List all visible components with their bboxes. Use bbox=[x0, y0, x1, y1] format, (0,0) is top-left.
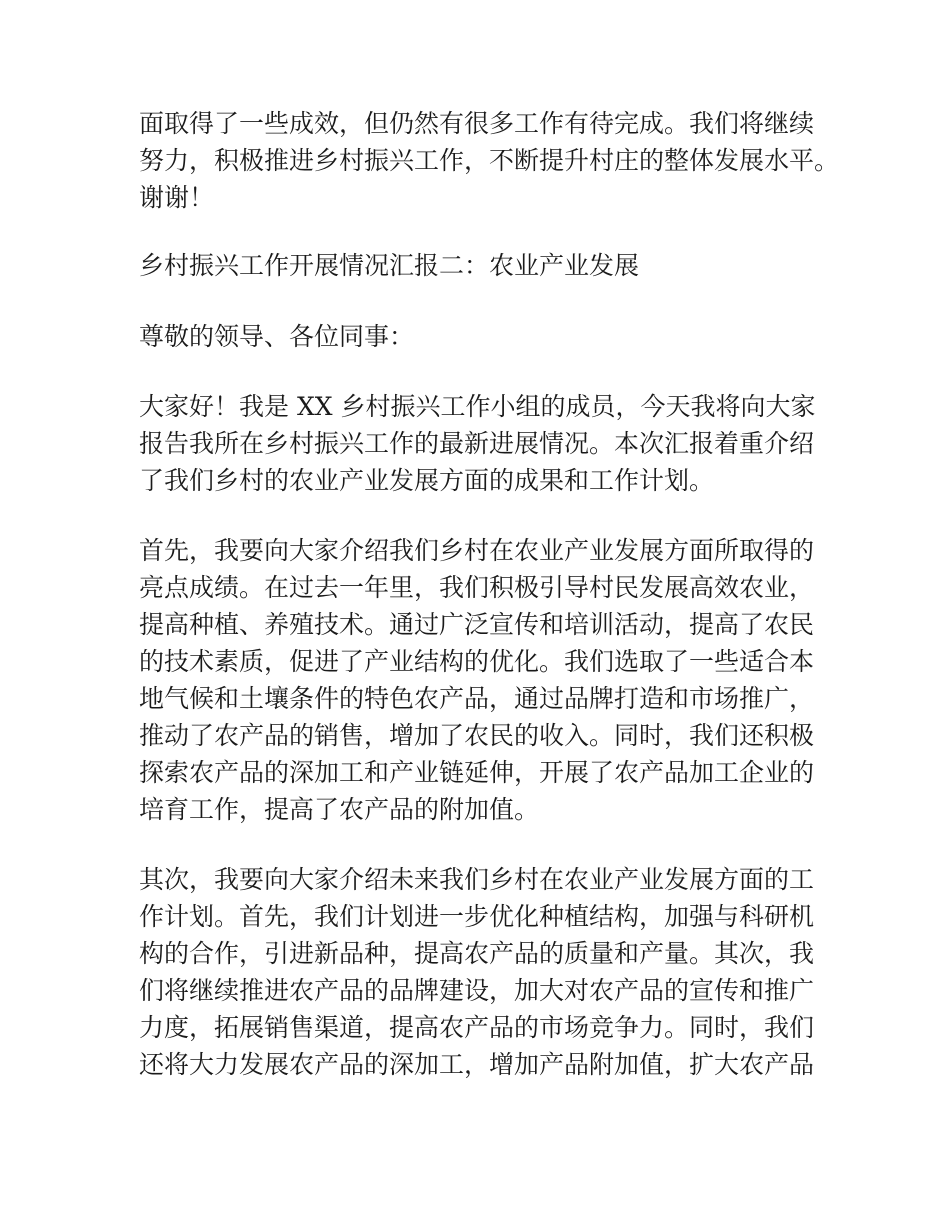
text-line: 的技术素质，促进了产业结构的优化。我们选取了一些适合本 bbox=[139, 647, 815, 676]
text-line: 亮点成绩。在过去一年里，我们积极引导村民发展高效农业， bbox=[139, 573, 815, 602]
text-line: 还将大力发展农产品的深加工，增加产品附加值，扩大农产品 bbox=[139, 1050, 815, 1079]
section-heading: 乡村振兴工作开展情况汇报二：农业产业发展 bbox=[139, 251, 640, 280]
text-line: 面取得了一些成效，但仍然有很多工作有待完成。我们将继续 bbox=[139, 109, 815, 138]
text-line: 努力，积极推进乡村振兴工作，不断提升村庄的整体发展水平。 bbox=[139, 146, 840, 175]
text-line: 谢谢！ bbox=[139, 183, 215, 212]
text-line: 地气候和土壤条件的特色农产品，通过品牌打造和市场推广， bbox=[139, 684, 815, 713]
text-line: 首先，我要向大家介绍我们乡村在农业产业发展方面所取得的 bbox=[139, 536, 815, 565]
text-line: 探索农产品的深加工和产业链延伸，开展了农产品加工企业的 bbox=[139, 758, 815, 787]
text-line: 构的合作，引进新品种，提高农产品的质量和产量。其次，我 bbox=[139, 939, 815, 968]
text-line: 们将继续推进农产品的品牌建设，加大对农产品的宣传和推广 bbox=[139, 976, 815, 1005]
text-line: 了我们乡村的农业产业发展方面的成果和工作计划。 bbox=[139, 466, 715, 495]
text-line: 作计划。首先，我们计划进一步优化种植结构，加强与科研机 bbox=[139, 902, 815, 931]
salutation: 尊敬的领导、各位同事： bbox=[139, 322, 415, 351]
text-line: 报告我所在乡村振兴工作的最新进展情况。本次汇报着重介绍 bbox=[139, 429, 815, 458]
text-line: 培育工作，提高了农产品的附加值。 bbox=[139, 795, 540, 824]
text-line: 大家好！我是 XX 乡村振兴工作小组的成员，今天我将向大家 bbox=[139, 392, 816, 421]
text-line: 其次，我要向大家介绍未来我们乡村在农业产业发展方面的工 bbox=[139, 865, 815, 894]
text-line: 力度，拓展销售渠道，提高农产品的市场竞争力。同时，我们 bbox=[139, 1013, 815, 1042]
text-line: 提高种植、养殖技术。通过广泛宣传和培训活动，提高了农民 bbox=[139, 610, 815, 639]
text-line: 推动了农产品的销售，增加了农民的收入。同时，我们还积极 bbox=[139, 721, 815, 750]
